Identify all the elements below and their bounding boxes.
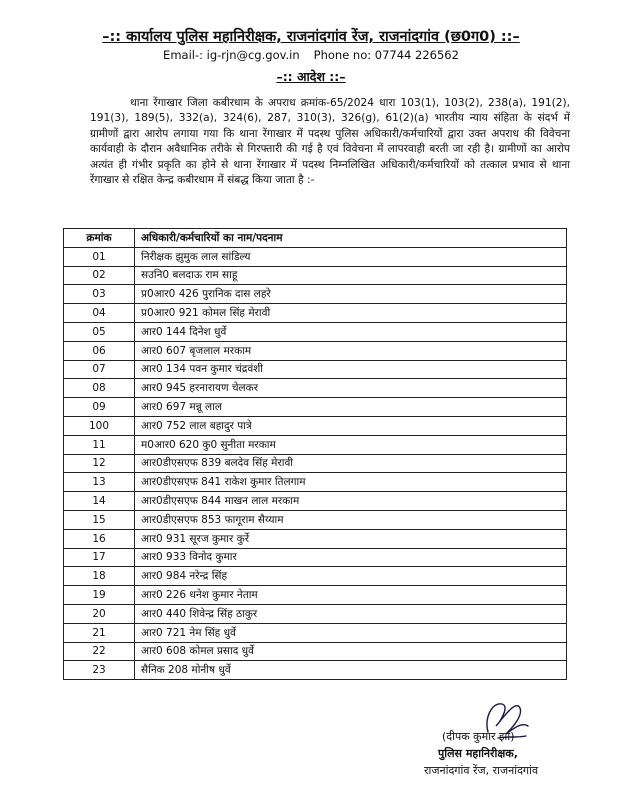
personnel-name-cell: आर0डीएसएफ 841 राकेश कुमार तिलगाम <box>135 473 567 492</box>
order-body-text: थाना रेंगाखार जिला कबीरधाम के अपराध क्रमांक-65/2024 धारा 103(1), 103(2), 238(a), 191(2), 191(3), 189(5), 332(a), 324(6), 287, 310(3), 326(g), 61(2)(a) भारतीय न्याय संहिता के संदर्भ में ग्रामीणों द्वारा आरोप लगाया गया कि थाना रेंगाखार में पदस्थ पुलिस अधिकारी/कर्मचारियों द्वारा उक्त अपराध की विवेचना कार्यवाही के दौरान अवैधानिक तरीके से गिरफ्तारी की गई है एवं विवेचना में लापरवाही बरती जा रही है। ग्रामीणों का आरोप अत्यंत ही गंभीर प्रकृति का होने से थाना रेंगाखार में पदस्थ निम्नलिखित अधिकारी/कर्मचारियों को तत्काल प्रभाव से थाना रेंगाखार से रक्षित केन्द्र कबीरधाम में संबद्ध किया जाता है :- <box>90 97 570 187</box>
table-row <box>64 492 567 511</box>
serial-number-cell: 08 <box>64 379 135 398</box>
table-row <box>64 454 567 473</box>
signatory-designation: पुलिस महानिरीक्षक, <box>438 747 518 760</box>
serial-number-cell: 03 <box>64 285 135 304</box>
personnel-name-cell: प्र0आर0 921 कोमल सिंह मेरावी <box>135 304 567 323</box>
serial-number-cell: 07 <box>64 360 135 379</box>
personnel-name-cell: आर0 144 दिनेश धुर्वे <box>135 322 567 341</box>
table-row <box>64 379 567 398</box>
order-body <box>90 96 570 188</box>
signatory-range: राजनांदगांव रेंज, राजनांदगांव <box>424 764 539 777</box>
serial-number-cell: 21 <box>64 623 135 642</box>
name-header: अधिकारी/कर्मचारियों का नाम/पदनाम <box>135 229 567 248</box>
personnel-name-cell: आर0डीएसएफ 844 माखन लाल मरकाम <box>135 492 567 511</box>
personnel-name-cell: आर0 933 विनोद कुमार <box>135 548 567 567</box>
personnel-name-cell: आर0 945 हरनारायण चेलकर <box>135 379 567 398</box>
personnel-name-cell: आर0 608 कोमल प्रसाद धुर्वे <box>135 642 567 661</box>
serial-number-cell: 09 <box>64 398 135 417</box>
contact-line <box>0 48 622 62</box>
personnel-name-cell: आर0 134 पवन कुमार चंद्रवंशी <box>135 360 567 379</box>
office-header-title: –:: कार्यालय पुलिस महानिरीक्षक, राजनांदगांव रेंज, राजनांदगांव (छ0ग0) ::– <box>102 29 520 45</box>
table-row <box>64 661 567 680</box>
serial-number-cell: 04 <box>64 304 135 323</box>
personnel-name-cell: आर0डीएसएफ 853 फागूराम सैय्याम <box>135 510 567 529</box>
table-row <box>64 285 567 304</box>
table-row <box>64 623 567 642</box>
personnel-table <box>63 228 567 680</box>
serial-header: क्रमांक <box>64 229 135 248</box>
personnel-name-cell: आर0 984 नरेन्द्र सिंह <box>135 567 567 586</box>
table-row <box>64 360 567 379</box>
serial-number-cell: 15 <box>64 510 135 529</box>
serial-number-cell: 06 <box>64 341 135 360</box>
personnel-name-cell: आर0 440 शिवेन्द्र सिंह ठाकुर <box>135 604 567 623</box>
serial-number-cell: 18 <box>64 567 135 586</box>
table-row <box>64 548 567 567</box>
personnel-name-cell: निरीक्षक झुमुक लाल सांडिल्य <box>135 247 567 266</box>
serial-number-cell: 14 <box>64 492 135 511</box>
serial-number-cell: 22 <box>64 642 135 661</box>
table-row <box>64 266 567 285</box>
personnel-name-cell: सउनि0 बलदाऊ राम साहू <box>135 266 567 285</box>
personnel-name-cell: सैनिक 208 मोनीष धुर्वे <box>135 661 567 680</box>
serial-number-cell: 16 <box>64 529 135 548</box>
serial-number-cell: 13 <box>64 473 135 492</box>
table-row <box>64 435 567 454</box>
table-row <box>64 567 567 586</box>
table-body <box>64 247 567 679</box>
table-row <box>64 398 567 417</box>
table-row <box>64 642 567 661</box>
table-row <box>64 322 567 341</box>
serial-number-cell: 100 <box>64 416 135 435</box>
table-row <box>64 604 567 623</box>
table-row <box>64 473 567 492</box>
serial-number-cell: 05 <box>64 322 135 341</box>
serial-number-cell: 19 <box>64 586 135 605</box>
personnel-name-cell: आर0 931 सूरज कुमार कुर्रे <box>135 529 567 548</box>
personnel-name-cell: आर0 226 धनेश कुमार नेताम <box>135 586 567 605</box>
phone-text: Phone no: 07744 226562 <box>313 48 459 62</box>
serial-number-cell: 11 <box>64 435 135 454</box>
table-row <box>64 510 567 529</box>
table-row <box>64 247 567 266</box>
table-row <box>64 341 567 360</box>
personnel-name-cell: म0आर0 620 कु0 सुनीता मरकाम <box>135 435 567 454</box>
order-title: –:: आदेश ::– <box>276 69 346 84</box>
table-row <box>64 586 567 605</box>
personnel-name-cell: प्र0आर0 426 पुरानिक दास लहरे <box>135 285 567 304</box>
serial-number-cell: 20 <box>64 604 135 623</box>
table-header-row <box>64 229 567 248</box>
table-row <box>64 304 567 323</box>
serial-number-cell: 17 <box>64 548 135 567</box>
personnel-name-cell: आर0 607 बृजलाल मरकाम <box>135 341 567 360</box>
signature-block <box>420 728 610 779</box>
signatory-name: (दीपक कुमार झा) <box>442 730 515 743</box>
personnel-name-cell: आर0डीएसएफ 839 बलदेव सिंह मेरावी <box>135 454 567 473</box>
serial-number-cell: 23 <box>64 661 135 680</box>
email-text: Email-: ig-rjn@cg.gov.in <box>163 48 300 62</box>
serial-number-cell: 02 <box>64 266 135 285</box>
personnel-name-cell: आर0 697 मन्नू लाल <box>135 398 567 417</box>
serial-number-cell: 01 <box>64 247 135 266</box>
table-row <box>64 416 567 435</box>
serial-number-cell: 12 <box>64 454 135 473</box>
table-row <box>64 529 567 548</box>
personnel-name-cell: आर0 752 लाल बहादुर पात्रे <box>135 416 567 435</box>
personnel-name-cell: आर0 721 नेम सिंह धुर्वे <box>135 623 567 642</box>
